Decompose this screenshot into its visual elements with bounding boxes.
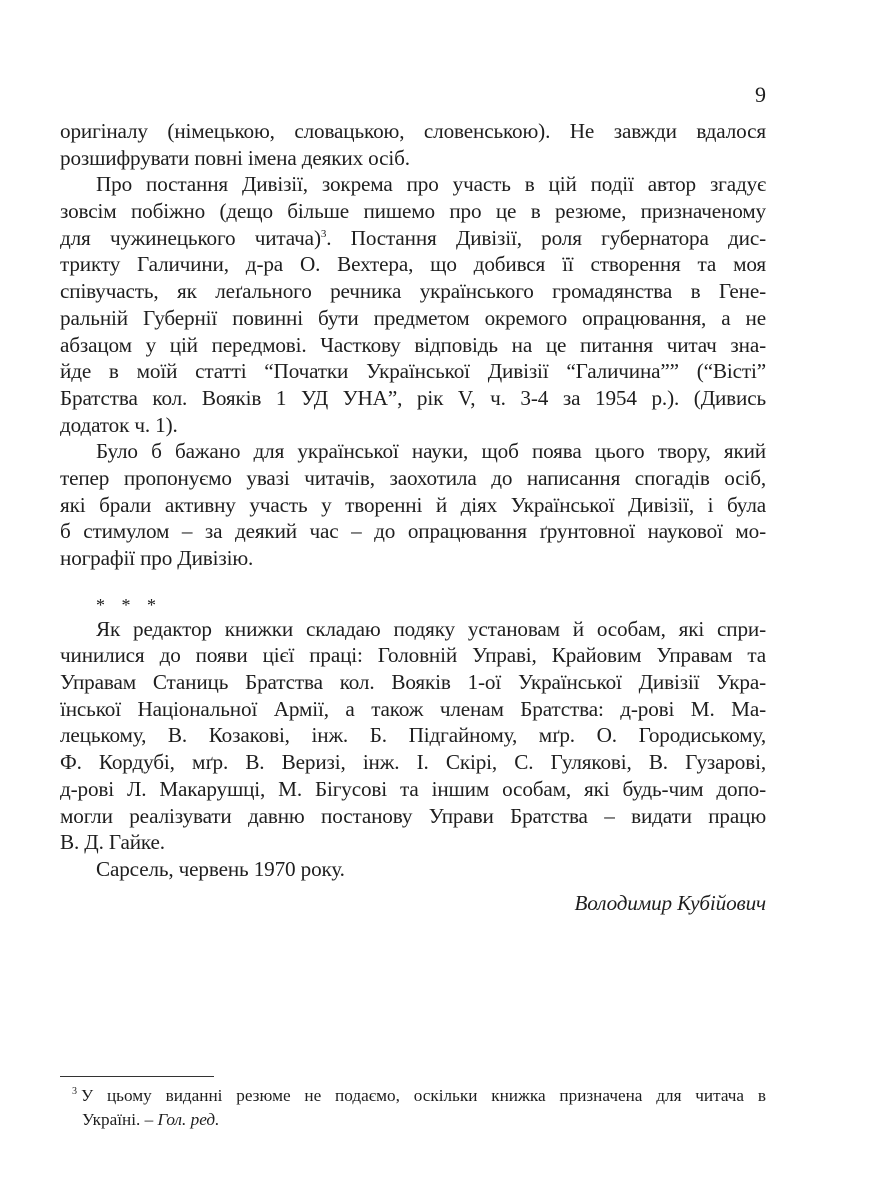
text-fragment: . Постання Дивізії, роля губернатора дис- xyxy=(326,225,766,250)
text-line: оригіналу (німецькою, словацькою, словенською). Не завжди вдалося xyxy=(60,119,766,143)
footnote-line xyxy=(60,1108,766,1132)
body-text xyxy=(60,118,766,923)
text-line: зовсім побіжно (дещо більше пишемо про це в резюме, призначеному xyxy=(60,199,766,224)
paragraph-4 xyxy=(60,616,766,856)
text-line: Було б бажано для української науки, щоб поява цього твору, який xyxy=(96,439,766,464)
text-line: б стимулом – за деякий час – до опрацювання ґрунтовної наукової мо- xyxy=(60,519,766,544)
footnote xyxy=(60,1084,766,1132)
footnote-divider xyxy=(60,1076,214,1077)
paragraph-2 xyxy=(60,171,766,438)
text-line: чинилися до появи цієї праці: Головній Управі, Крайовим Управам та xyxy=(60,643,766,668)
text-line: лецькому, В. Козакові, інж. Б. Підгайному, мґр. О. Городиському, xyxy=(60,723,766,748)
section-separator: * * * xyxy=(96,594,162,615)
text-fragment: для чужинецького читача) xyxy=(60,225,321,250)
footnote-attribution: Гол. ред. xyxy=(157,1110,220,1129)
paragraph-3 xyxy=(60,438,766,571)
text-line: розшифрувати повні імена деяких осіб. xyxy=(60,145,410,170)
text-line: додаток ч. 1). xyxy=(60,412,178,437)
text-line: Як редактор книжки складаю подяку установам й особам, які спри- xyxy=(96,616,766,641)
text-line: йде в моїй статті “Початки Української Дивізії “Галичина”” (“Вісті” xyxy=(60,359,766,384)
text-line: Управам Станиць Братства кол. Вояків 1-ої Української Дивізії Укра- xyxy=(60,670,766,695)
footnote-text: Україні. – xyxy=(82,1110,158,1129)
text-line: ральній Губернії повинні бути предметом окремого опрацювання, а не xyxy=(60,305,766,330)
text-line: абзацом у цій передмові. Часткову відповідь на це питання читач зна- xyxy=(60,332,766,357)
footnote-marker: 3 xyxy=(72,1086,77,1097)
text-line: тепер пропонуємо увазі читачів, заохотила до написання спогадів осіб, xyxy=(60,465,766,490)
text-line: трикту Галичини, д-ра О. Вехтера, що добився її створення та моя xyxy=(60,252,766,277)
text-line: співучасть, як леґального речника українського громадянства в Гене- xyxy=(60,279,766,304)
text-line: В. Д. Гайке. xyxy=(60,830,165,855)
page-number: 9 xyxy=(755,82,766,107)
footnote-line xyxy=(60,1084,766,1108)
text-line: Ф. Кордубі, мґр. В. Веризі, інж. І. Скірі, С. Гулякові, В. Гузарові, xyxy=(60,750,766,775)
text-line: їнської Національної Армії, а також членам Братства: д-рові М. Ма- xyxy=(60,696,766,721)
place-date: Сарсель, червень 1970 року. xyxy=(96,856,345,881)
spacer xyxy=(60,572,766,590)
text-line: які брали активну участь у творенні й діях Української Дивізії, і була xyxy=(60,492,766,517)
footnote-text: У цьому виданні резюме не подаємо, оскільки книжка призначена для читача в xyxy=(81,1086,766,1105)
text-line: д-рові Л. Макарушці, М. Бігусові та іншим особам, які будь-чим допо- xyxy=(60,776,766,801)
text-line: Братства кол. Вояків 1 УД УНА”, рік V, ч. 3-4 за 1954 р.). (Дивись xyxy=(60,385,766,410)
footnote-reference[interactable]: 3 xyxy=(320,227,327,240)
text-line xyxy=(60,225,766,252)
text-line: могли реалізувати давню постанову Управи Братства – видати працю xyxy=(60,803,766,828)
paragraph-1 xyxy=(60,118,766,171)
text-line: Про постання Дивізії, зокрема про участь в цій події автор згадує xyxy=(96,172,766,197)
author-signature: Володимир Кубійович xyxy=(574,890,766,915)
text-line: нографії про Дивізію. xyxy=(60,546,254,570)
